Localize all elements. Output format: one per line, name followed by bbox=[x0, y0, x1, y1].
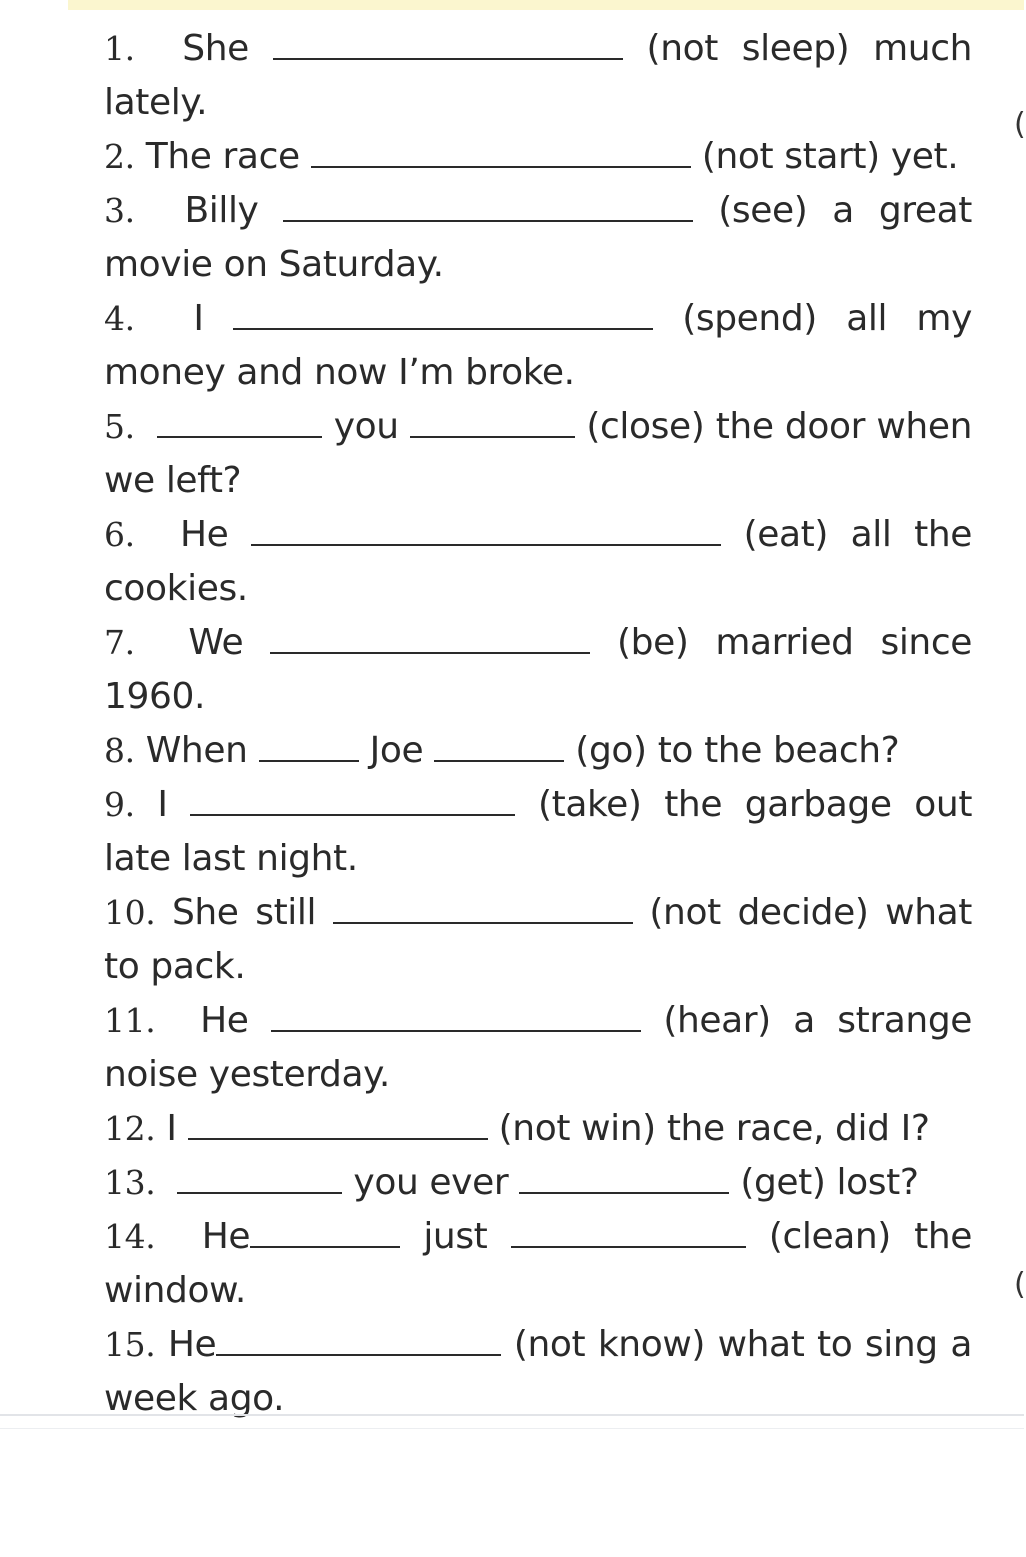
item-text-after: (eat) all the cookies. bbox=[104, 514, 973, 609]
item-number: 11. bbox=[104, 1001, 156, 1040]
answer-blank-2[interactable] bbox=[434, 734, 564, 762]
answer-blank-2[interactable] bbox=[511, 1220, 746, 1248]
item-number: 15. bbox=[104, 1325, 156, 1364]
exercise-item-13 bbox=[104, 1156, 972, 1210]
answer-blank-1[interactable] bbox=[177, 1166, 342, 1194]
item-number: 6. bbox=[104, 515, 135, 554]
item-text-after: (not start) yet. bbox=[701, 136, 959, 177]
exercise-item-14 bbox=[104, 1210, 972, 1318]
exercise-item-8 bbox=[104, 724, 972, 778]
page-bottom-edge bbox=[0, 1414, 1024, 1416]
answer-blank-1[interactable] bbox=[259, 734, 359, 762]
item-text-after: (not decide) what to pack. bbox=[104, 892, 972, 987]
item-text-before: He bbox=[179, 514, 229, 555]
item-text-before: He bbox=[200, 1000, 249, 1041]
page-bottom-edge-shadow bbox=[0, 1428, 1024, 1429]
item-text-after: (take) the garbage out late last night. bbox=[104, 784, 973, 879]
exercise-item-12 bbox=[104, 1102, 972, 1156]
item-text-after: (not know) what to sing a week ago. bbox=[104, 1324, 972, 1419]
exercise-item-5 bbox=[104, 400, 972, 508]
exercise-item-1 bbox=[104, 22, 972, 130]
exercise-item-9 bbox=[104, 778, 972, 886]
answer-blank-1[interactable] bbox=[250, 1220, 400, 1248]
answer-blank[interactable] bbox=[233, 302, 653, 330]
item-text-middle: just bbox=[423, 1216, 488, 1257]
item-text-before: We bbox=[188, 622, 244, 663]
exercise-item-15 bbox=[104, 1318, 972, 1426]
item-text-middle: you bbox=[333, 406, 399, 447]
item-text-after: (be) married since 1960. bbox=[104, 622, 972, 717]
answer-blank[interactable] bbox=[190, 788, 515, 816]
item-text-after: (get) lost? bbox=[740, 1162, 919, 1203]
exercise-item-4 bbox=[104, 292, 972, 400]
item-text-before: She still bbox=[171, 892, 317, 933]
margin-bracket-mark: ( bbox=[1014, 1267, 1026, 1302]
answer-blank[interactable] bbox=[216, 1328, 501, 1356]
item-text-middle: Joe bbox=[369, 730, 424, 771]
item-number: 3. bbox=[104, 191, 135, 230]
exercise-item-10 bbox=[104, 886, 972, 994]
exercise-item-6 bbox=[104, 508, 972, 616]
item-number: 9. bbox=[104, 785, 135, 824]
answer-blank[interactable] bbox=[270, 626, 590, 654]
item-text-before: The race bbox=[145, 136, 300, 177]
answer-blank[interactable] bbox=[333, 896, 633, 924]
answer-blank-2[interactable] bbox=[410, 410, 575, 438]
item-text-after: (close) the door when we left? bbox=[104, 406, 972, 501]
item-text-after: (not win) the race, did I? bbox=[498, 1108, 930, 1149]
highlight-strip bbox=[68, 0, 1024, 10]
item-number: 10. bbox=[104, 893, 156, 932]
answer-blank[interactable] bbox=[283, 194, 693, 222]
item-number: 13. bbox=[104, 1163, 156, 1202]
item-text-before: He bbox=[201, 1216, 251, 1257]
answer-blank[interactable] bbox=[188, 1112, 488, 1140]
answer-blank[interactable] bbox=[273, 32, 623, 60]
item-text-after: (clean) the window. bbox=[104, 1216, 972, 1311]
item-text-before: Billy bbox=[184, 190, 259, 231]
item-number: 5. bbox=[104, 407, 135, 446]
item-text-after: (see) a great movie on Saturday. bbox=[104, 190, 973, 285]
item-number: 4. bbox=[104, 299, 135, 338]
item-text-after: (spend) all my money and now I’m broke. bbox=[104, 298, 972, 393]
item-text-before: I bbox=[157, 784, 168, 825]
answer-blank[interactable] bbox=[311, 140, 691, 168]
item-text-before: I bbox=[193, 298, 204, 339]
item-text-after: (hear) a strange noise yesterday. bbox=[104, 1000, 973, 1095]
answer-blank[interactable] bbox=[251, 518, 721, 546]
item-text-before: He bbox=[167, 1324, 217, 1365]
item-text-middle: you ever bbox=[353, 1162, 509, 1203]
item-number: 14. bbox=[104, 1217, 156, 1256]
item-text-before: I bbox=[166, 1108, 177, 1149]
exercise-item-11 bbox=[104, 994, 972, 1102]
item-text-after: (not sleep) much lately. bbox=[104, 28, 973, 123]
exercise-item-2 bbox=[104, 130, 972, 184]
item-text-before: When bbox=[145, 730, 248, 771]
margin-bracket-mark: ( bbox=[1014, 107, 1026, 142]
answer-blank[interactable] bbox=[271, 1004, 641, 1032]
exercise-item-7 bbox=[104, 616, 972, 724]
item-number: 1. bbox=[104, 29, 135, 68]
item-number: 2. bbox=[104, 137, 135, 176]
item-text-before: She bbox=[182, 28, 249, 69]
item-number: 7. bbox=[104, 623, 135, 662]
exercise-item-3 bbox=[104, 184, 972, 292]
item-number: 8. bbox=[104, 731, 135, 770]
answer-blank-1[interactable] bbox=[157, 410, 322, 438]
worksheet bbox=[104, 22, 972, 1426]
answer-blank-2[interactable] bbox=[519, 1166, 729, 1194]
item-text-after: (go) to the beach? bbox=[575, 730, 900, 771]
item-number: 12. bbox=[104, 1109, 156, 1148]
